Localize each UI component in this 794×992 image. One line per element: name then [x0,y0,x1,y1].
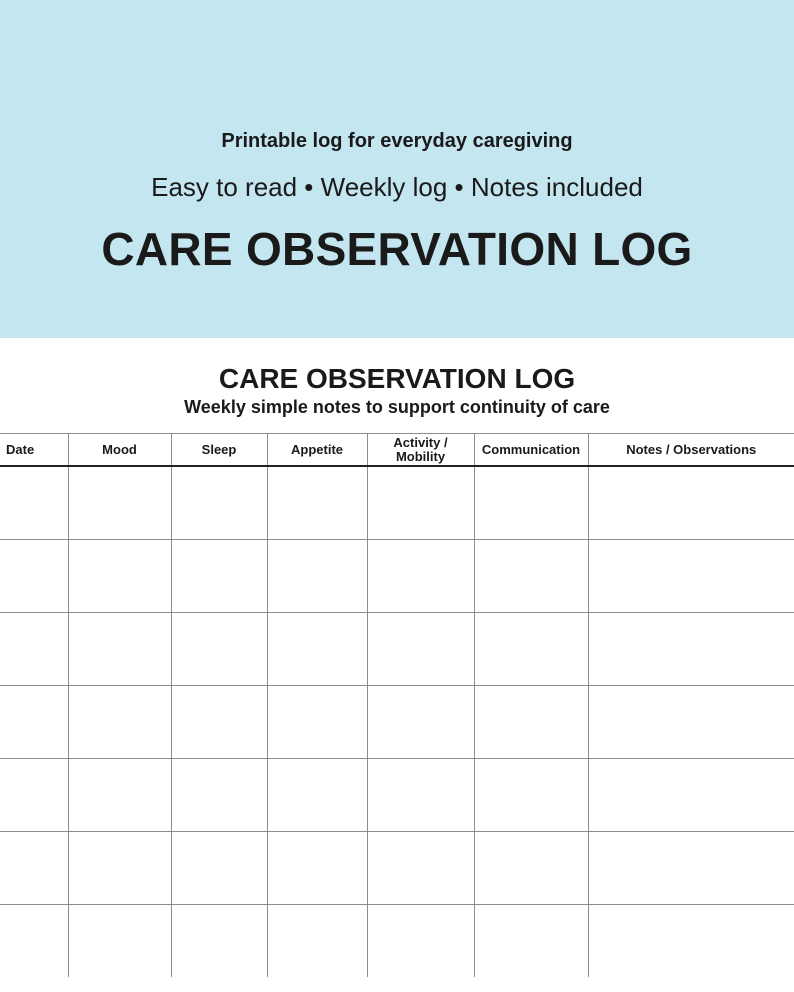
mood-cell[interactable] [68,905,171,978]
sleep-cell[interactable] [171,832,267,905]
table-row [0,686,794,759]
table-header-row [0,434,794,467]
communication-cell[interactable] [474,540,588,613]
communication-cell[interactable] [474,686,588,759]
column-header-notes-observations: Notes / Observations [588,434,794,467]
table-row [0,613,794,686]
date-cell[interactable] [0,832,68,905]
activity-mobility-cell[interactable] [367,613,474,686]
mood-cell[interactable] [68,466,171,540]
column-header-mood: Mood [68,434,171,467]
sheet-title: CARE OBSERVATION LOG [218,363,576,394]
mood-cell[interactable] [68,613,171,686]
banner-title: CARE OBSERVATION LOG [101,223,693,275]
activity-mobility-cell[interactable] [367,905,474,978]
notes-cell[interactable] [588,832,794,905]
sleep-cell[interactable] [171,905,267,978]
appetite-cell[interactable] [267,905,367,978]
mood-cell[interactable] [68,540,171,613]
column-header-activity-mobility: Activity / Mobility [367,434,474,467]
date-cell[interactable] [0,905,68,978]
communication-cell[interactable] [474,466,588,540]
date-cell[interactable] [0,686,68,759]
communication-cell[interactable] [474,613,588,686]
mood-cell[interactable] [68,686,171,759]
appetite-cell[interactable] [267,759,367,832]
sleep-cell[interactable] [171,613,267,686]
date-cell[interactable] [0,466,68,540]
appetite-cell[interactable] [267,540,367,613]
column-header-date: Date [0,434,68,467]
observation-log-table [0,433,794,977]
communication-cell[interactable] [474,905,588,978]
table-row [0,540,794,613]
column-header-sleep: Sleep [171,434,267,467]
activity-mobility-cell[interactable] [367,686,474,759]
appetite-cell[interactable] [267,686,367,759]
notes-cell[interactable] [588,613,794,686]
activity-mobility-cell[interactable] [367,540,474,613]
sleep-cell[interactable] [171,466,267,540]
date-cell[interactable] [0,540,68,613]
appetite-cell[interactable] [267,613,367,686]
communication-cell[interactable] [474,759,588,832]
sheet-subtitle: Weekly simple notes to support continuity of care [184,397,610,417]
sleep-cell[interactable] [171,759,267,832]
notes-cell[interactable] [588,686,794,759]
activity-mobility-cell[interactable] [367,759,474,832]
table-row [0,466,794,540]
banner-features: Easy to read • Weekly log • Notes included [151,172,643,202]
notes-cell[interactable] [588,540,794,613]
mood-cell[interactable] [68,759,171,832]
table-row [0,905,794,978]
table-row [0,759,794,832]
activity-mobility-cell[interactable] [367,466,474,540]
banner-tagline: Printable log for everyday caregiving [221,130,573,152]
communication-cell[interactable] [474,832,588,905]
header-banner [0,0,794,338]
notes-cell[interactable] [588,466,794,540]
notes-cell[interactable] [588,905,794,978]
date-cell[interactable] [0,759,68,832]
column-header-appetite: Appetite [267,434,367,467]
mood-cell[interactable] [68,832,171,905]
sleep-cell[interactable] [171,686,267,759]
appetite-cell[interactable] [267,466,367,540]
table-body [0,466,794,977]
table-row [0,832,794,905]
date-cell[interactable] [0,613,68,686]
appetite-cell[interactable] [267,832,367,905]
column-header-communication: Communication [474,434,588,467]
sleep-cell[interactable] [171,540,267,613]
notes-cell[interactable] [588,759,794,832]
activity-mobility-cell[interactable] [367,832,474,905]
